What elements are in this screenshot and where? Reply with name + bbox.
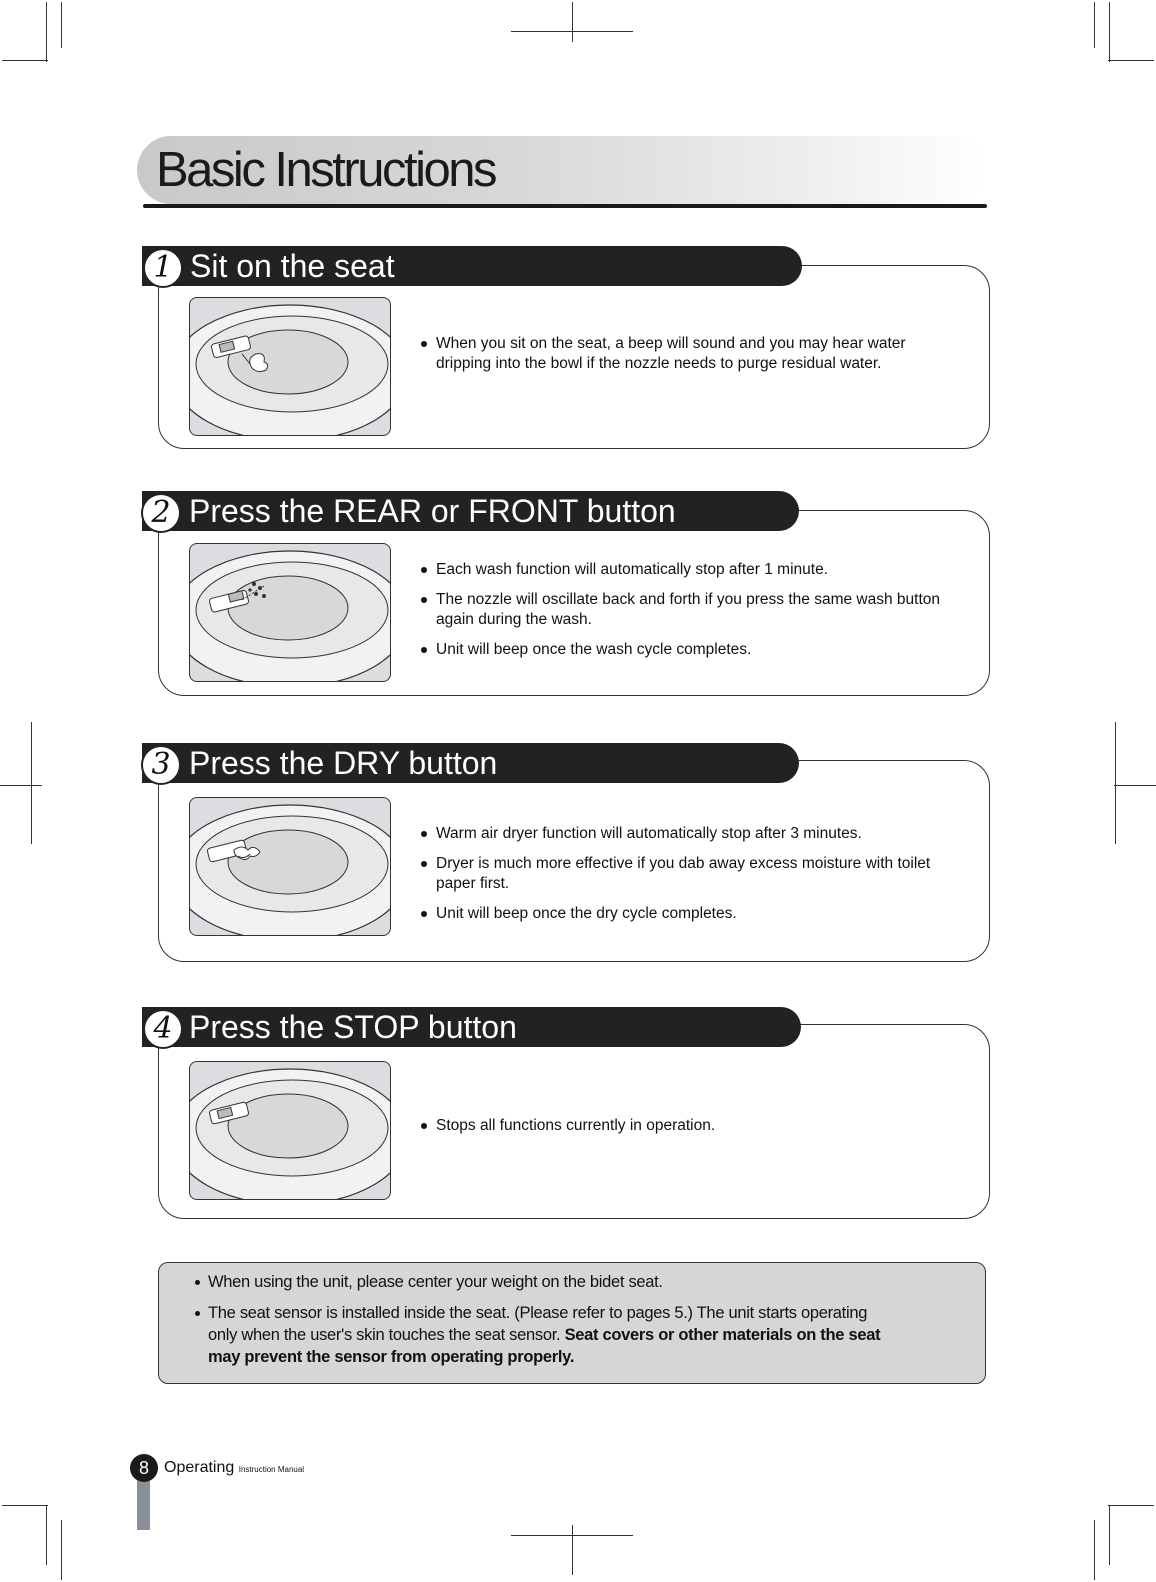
step-2-bullets [421,560,961,670]
page-title: Basic Instructions [156,143,495,197]
footer-label [164,1459,304,1477]
note-item-center-weight: When using the unit, please center your weight on the bidet seat. [195,1271,895,1293]
step-3-bullets [421,824,961,934]
page-number: 8 [130,1454,158,1482]
step-1-bullets [421,334,961,384]
note-sensor-text: The seat sensor is installed inside the seat. (Please refer to pages 5.) The unit starts operating only when the user's skin touches the seat sensor. [208,1304,868,1344]
footer-tab [137,1478,150,1530]
note-list [195,1271,895,1377]
list-item: Warm air dryer function will automatically stop after 3 minutes. [421,824,961,844]
step-4-bullets [421,1116,961,1146]
list-item: Each wash function will automatically stop after 1 minute. [421,560,961,580]
step-1-number: 1 [143,248,183,288]
footer-sublabel: Instruction Manual [238,1465,305,1474]
list-item: Stops all functions currently in operation. [421,1116,961,1136]
step-1-title: Sit on the seat [190,248,395,284]
note-sensor-warning: Seat covers or other materials on the seat may prevent the sensor from operating properly. [208,1326,881,1366]
list-item: The nozzle will oscillate back and forth if you press the same wash button again during the wash. [421,590,961,630]
note-item-seat-sensor [195,1302,895,1368]
bidet-seat-illustration-icon [189,543,391,682]
list-item: Unit will beep once the dry cycle completes. [421,904,961,924]
step-4-title: Press the STOP button [189,1009,517,1045]
footer-section: Operating [164,1459,235,1476]
list-item: When you sit on the seat, a beep will sound and you may hear water dripping into the bowl if the nozzle needs to purge residual water. [421,334,961,374]
title-underline [143,204,987,208]
step-2-title: Press the REAR or FRONT button [189,493,676,529]
bidet-seat-illustration-icon [189,1061,391,1200]
bidet-seat-illustration-icon [189,797,391,936]
step-2-number: 2 [141,493,181,533]
list-item: Dryer is much more effective if you dab away excess moisture with toilet paper first. [421,854,961,894]
step-3-number: 3 [141,745,181,785]
step-4-number: 4 [143,1009,183,1049]
bidet-seat-illustration-icon [189,297,391,436]
list-item: Unit will beep once the wash cycle completes. [421,640,961,660]
step-3-title: Press the DRY button [189,745,498,781]
